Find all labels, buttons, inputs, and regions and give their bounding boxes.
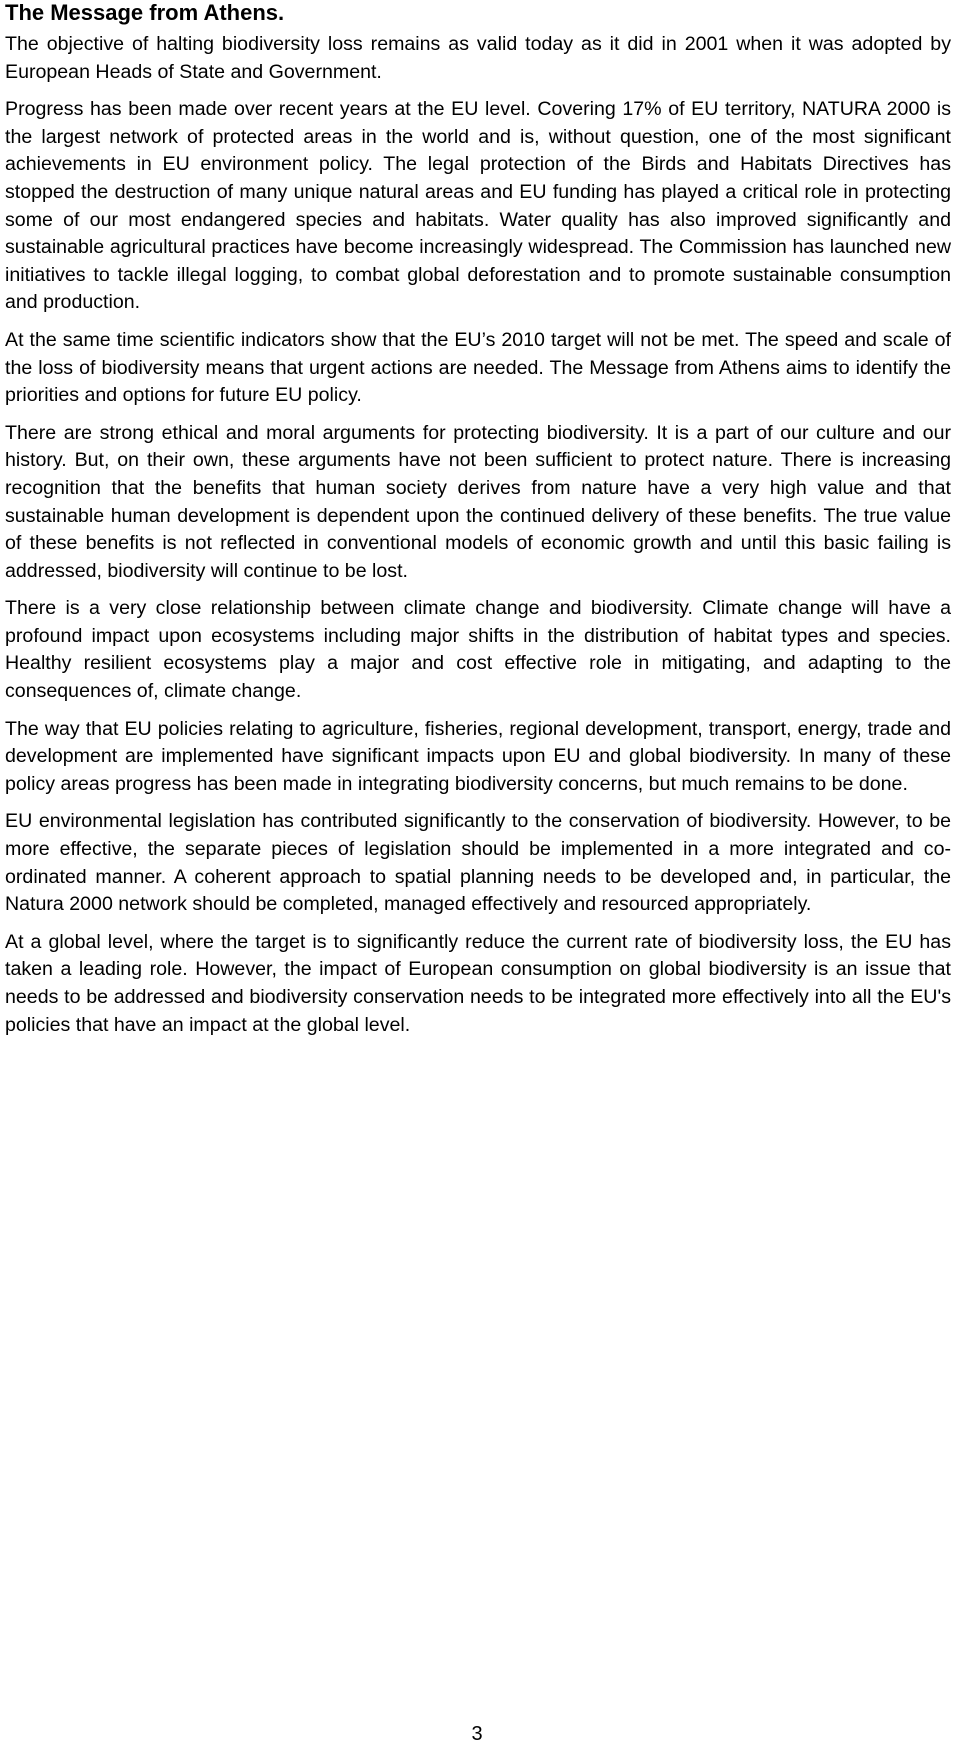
document-page: [5, 0, 951, 1039]
page-number: 3: [471, 1723, 483, 1745]
paragraph-global-level: At a global level, where the target is to significantly reduce the current rate of biodiversity loss, the EU has taken a leading role. However, the impact of European consumption on global biodiversity is an issue that needs to be addressed and biodiversity conservation needs to be integrated more effectively into all the EU's policies that have an impact at the global level.: [5, 930, 951, 1036]
paragraph-arguments: There are strong ethical and moral arguments for protecting biodiversity. It is a part of our culture and our history. But, on their own, these arguments have not been sufficient to protect nature. There is increasing recognition that the benefits that human society derives from nature have a very high value and that sustainable human development is dependent upon the continued delivery of these benefits. The true value of these benefits is not reflected in conventional models of economic growth and until this basic failing is addressed, biodiversity will continue to be lost.: [5, 421, 951, 582]
paragraph-indicators: At the same time scientific indicators show that the EU’s 2010 target will not be met. The speed and scale of the loss of biodiversity means that urgent actions are needed. The Message from Athens aims to identify the priorities and options for future EU policy.: [5, 328, 951, 407]
paragraph-progress: Progress has been made over recent years at the EU level. Covering 17% of EU territory, NATURA 2000 is the largest network of protected areas in the world and is, without question, one of the most significant achievements in EU environment policy. The legal protection of the Birds and Habitats Directives has stopped the destruction of many unique natural areas and EU funding has played a critical role in protecting some of our most endangered species and habitats. Water quality has also improved significantly and sustainable agricultural practices have become increasingly widespread. The Commission has launched new initiatives to tackle illegal logging, to combat global deforestation and to promote sustainable consumption and production.: [5, 98, 951, 314]
paragraph-objective: The objective of halting biodiversity loss remains as valid today as it did in 2001 when it was adopted by European Heads of State and Government.: [5, 33, 951, 83]
paragraph-eu-policies: The way that EU policies relating to agriculture, fisheries, regional development, transport, energy, trade and development are implemented have significant impacts upon EU and global biodiversity. In many of these policy areas progress has been made in integrating biodiversity concerns, but much remains to be done.: [5, 717, 951, 795]
paragraph-legislation: EU environmental legislation has contributed significantly to the conservation of biodiversity. However, to be more effective, the separate pieces of legislation should be implemented in a more integrated and co-ordinated manner. A coherent approach to spatial planning needs to be developed and, in particular, the Natura 2000 network should be completed, managed effectively and resourced appropriately.: [5, 810, 951, 916]
document-title: The Message from Athens.: [5, 0, 285, 25]
paragraph-climate-change: There is a very close relationship between climate change and biodiversity. Climate change will have a profound impact upon ecosystems including major shifts in the distribution of habitat types and species. Healthy resilient ecosystems play a major and cost effective role in mitigating, and adapting to the consequences of, climate change.: [5, 597, 951, 703]
page-number-container: [0, 1722, 960, 1746]
